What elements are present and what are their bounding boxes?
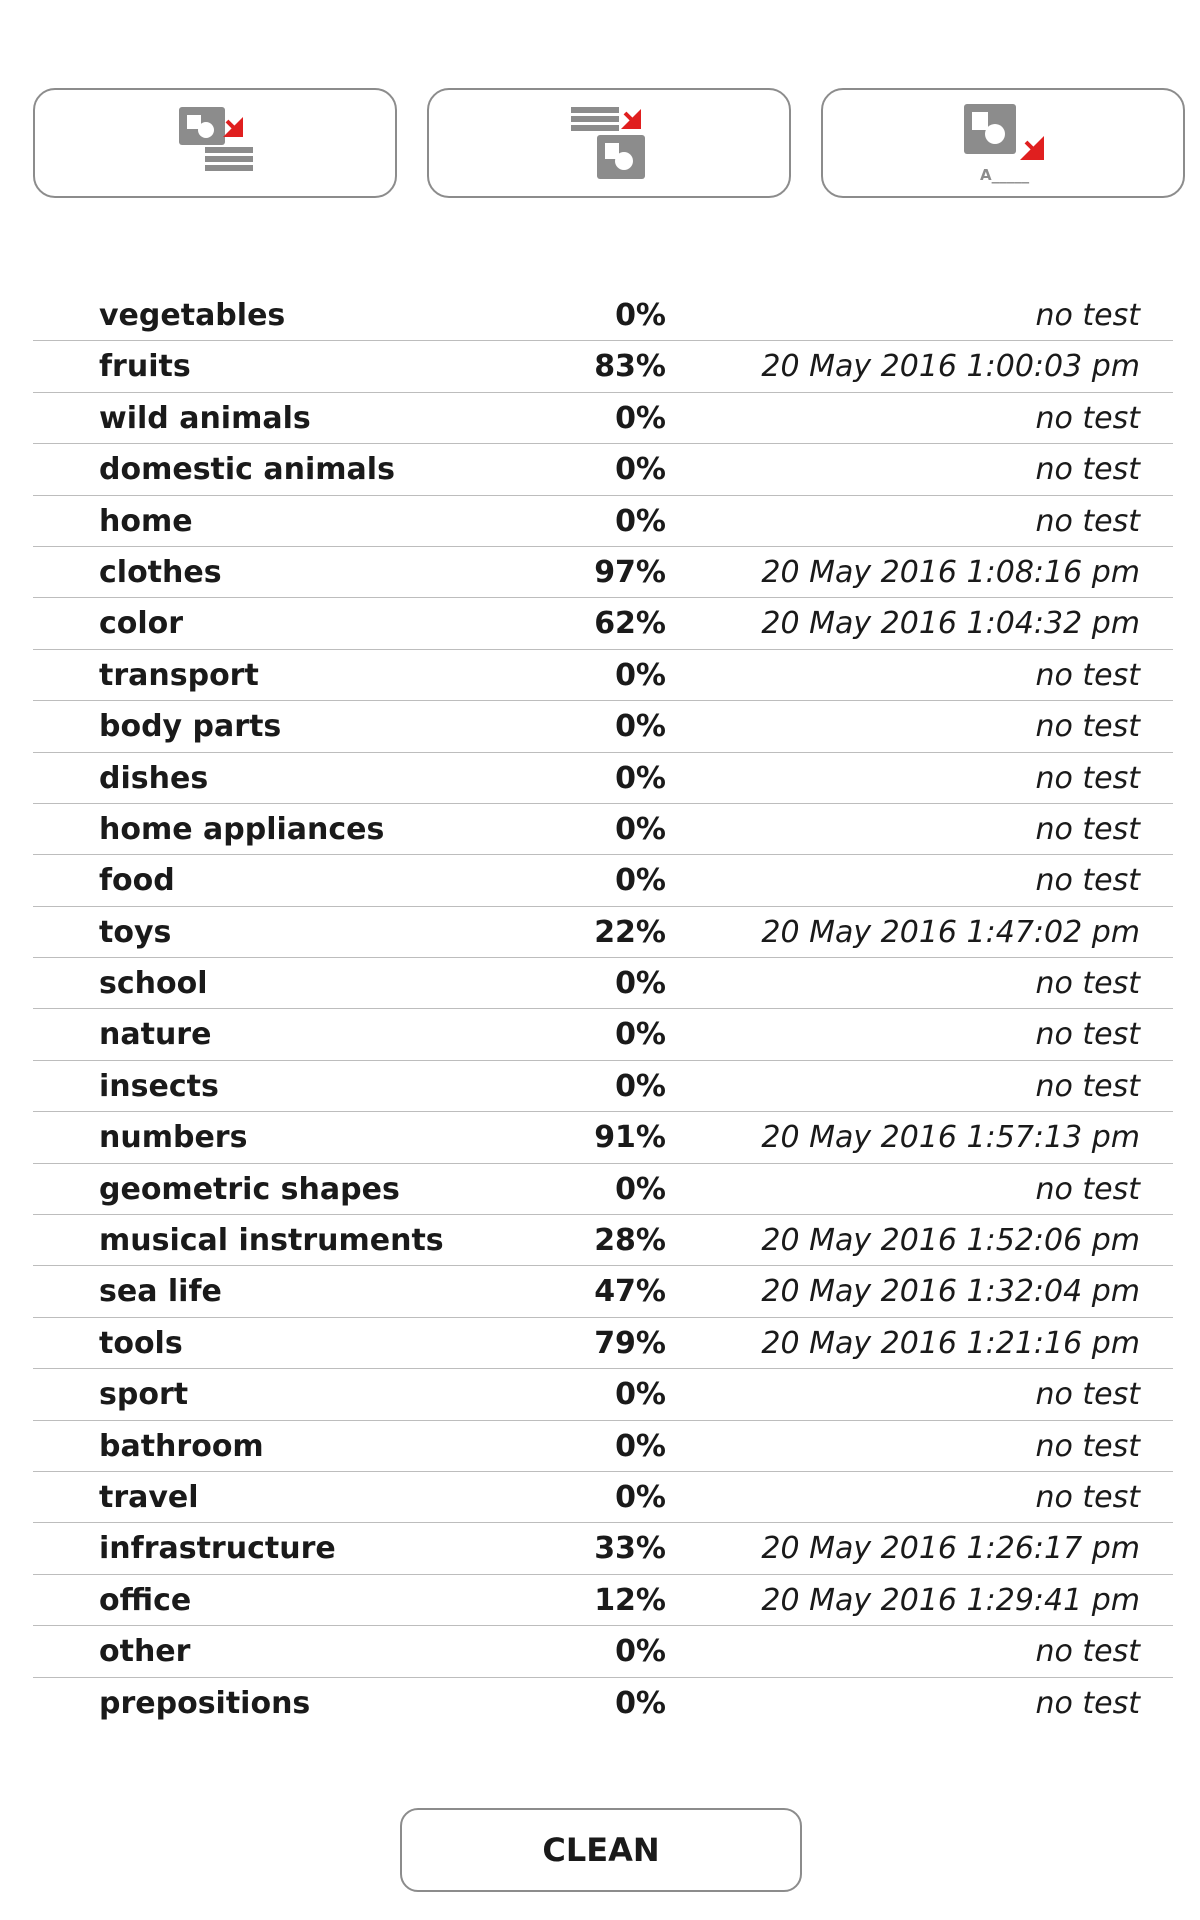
score-percent: 28% — [594, 1223, 666, 1259]
category-name: food — [99, 863, 175, 899]
last-test-date: no test — [1035, 400, 1140, 436]
last-test-date: 20 May 2016 1:32:04 pm — [761, 1274, 1140, 1310]
score-percent: 0% — [615, 811, 666, 847]
score-percent: 97% — [594, 554, 666, 590]
table-row — [33, 1523, 1173, 1574]
last-test-date: no test — [1035, 1377, 1140, 1413]
category-name: vegetables — [99, 298, 286, 333]
category-name: sea life — [99, 1274, 222, 1310]
last-test-date: no test — [1035, 863, 1140, 899]
last-test-date: no test — [1035, 503, 1140, 539]
clean-button[interactable]: CLEAN — [400, 1808, 802, 1892]
last-test-date: no test — [1035, 1068, 1140, 1104]
last-test-date: 20 May 2016 1:21:16 pm — [761, 1325, 1140, 1361]
picture-to-spelling-mode-button[interactable] — [821, 88, 1185, 198]
picture-to-text-icon — [175, 103, 255, 183]
category-name: dishes — [99, 760, 209, 796]
text-to-picture-mode-button[interactable] — [427, 88, 791, 198]
last-test-date: 20 May 2016 1:47:02 pm — [761, 914, 1140, 950]
category-name: home — [99, 503, 193, 539]
last-test-date: no test — [1035, 1171, 1140, 1207]
table-row — [33, 1164, 1173, 1215]
category-name: domestic animals — [99, 452, 395, 488]
score-percent: 0% — [615, 863, 666, 899]
table-row — [33, 393, 1173, 444]
picture-to-spelling-icon — [958, 100, 1048, 186]
score-percent: 0% — [615, 1017, 666, 1053]
table-row — [33, 1678, 1173, 1729]
score-percent: 0% — [615, 298, 666, 333]
score-percent: 0% — [615, 657, 666, 693]
score-percent: 12% — [594, 1582, 666, 1618]
last-test-date: no test — [1035, 1428, 1140, 1464]
category-name: home appliances — [99, 811, 385, 847]
score-percent: 0% — [615, 1377, 666, 1413]
table-row — [33, 1215, 1173, 1266]
last-test-date: 20 May 2016 1:00:03 pm — [761, 349, 1140, 385]
table-row — [33, 1266, 1173, 1317]
score-percent: 79% — [594, 1325, 666, 1361]
score-percent: 33% — [594, 1531, 666, 1567]
score-percent: 83% — [594, 349, 666, 385]
last-test-date: no test — [1035, 966, 1140, 1002]
score-percent: 0% — [615, 966, 666, 1002]
table-row — [33, 1369, 1173, 1420]
category-name: infrastructure — [99, 1531, 336, 1567]
last-test-date: no test — [1035, 298, 1140, 333]
last-test-date: 20 May 2016 1:26:17 pm — [761, 1531, 1140, 1567]
table-row — [33, 1009, 1173, 1060]
score-percent: 91% — [594, 1120, 666, 1156]
score-percent: 0% — [615, 452, 666, 488]
score-percent: 22% — [594, 914, 666, 950]
picture-to-text-mode-button[interactable] — [33, 88, 397, 198]
category-name: prepositions — [99, 1685, 311, 1721]
table-row — [33, 598, 1173, 649]
category-name: bathroom — [99, 1428, 264, 1464]
last-test-date: no test — [1035, 1017, 1140, 1053]
table-row — [33, 547, 1173, 598]
last-test-date: 20 May 2016 1:57:13 pm — [761, 1120, 1140, 1156]
score-percent: 0% — [615, 760, 666, 796]
last-test-date: 20 May 2016 1:29:41 pm — [761, 1582, 1140, 1618]
category-name: insects — [99, 1068, 219, 1104]
category-name: color — [99, 606, 184, 642]
category-name: transport — [99, 657, 259, 693]
category-name: sport — [99, 1377, 189, 1413]
table-row — [33, 341, 1173, 392]
category-name: other — [99, 1634, 191, 1670]
last-test-date: no test — [1035, 657, 1140, 693]
category-name: body parts — [99, 709, 282, 745]
category-name: toys — [99, 914, 172, 950]
score-percent: 62% — [594, 606, 666, 642]
table-row — [33, 907, 1173, 958]
last-test-date: no test — [1035, 452, 1140, 488]
score-percent: 0% — [615, 1068, 666, 1104]
score-percent: 0% — [615, 400, 666, 436]
category-name: wild animals — [99, 400, 311, 436]
mode-selector — [33, 88, 1181, 200]
category-name: school — [99, 966, 208, 1002]
score-percent: 47% — [594, 1274, 666, 1310]
table-row — [33, 1318, 1173, 1369]
table-row — [33, 1626, 1173, 1677]
text-to-picture-icon — [569, 103, 649, 183]
table-row — [33, 290, 1173, 341]
table-row — [33, 1061, 1173, 1112]
table-row — [33, 753, 1173, 804]
score-percent: 0% — [615, 1171, 666, 1207]
score-percent: 0% — [615, 1685, 666, 1721]
table-row — [33, 1112, 1173, 1163]
category-name: musical instruments — [99, 1223, 444, 1259]
score-percent: 0% — [615, 503, 666, 539]
last-test-date: no test — [1035, 811, 1140, 847]
category-name: nature — [99, 1017, 212, 1053]
results-table — [33, 290, 1173, 1729]
score-percent: 0% — [615, 1634, 666, 1670]
table-row — [33, 804, 1173, 855]
last-test-date: 20 May 2016 1:08:16 pm — [761, 554, 1140, 590]
table-row — [33, 1575, 1173, 1626]
table-row — [33, 855, 1173, 906]
table-row — [33, 1472, 1173, 1523]
last-test-date: 20 May 2016 1:52:06 pm — [761, 1223, 1140, 1259]
last-test-date: no test — [1035, 760, 1140, 796]
category-name: numbers — [99, 1120, 248, 1156]
last-test-date: 20 May 2016 1:04:32 pm — [761, 606, 1140, 642]
category-name: tools — [99, 1325, 183, 1361]
score-percent: 0% — [615, 1428, 666, 1464]
spelling-caption: A_____ — [980, 166, 1030, 184]
last-test-date: no test — [1035, 1685, 1140, 1721]
table-row — [33, 958, 1173, 1009]
table-row — [33, 650, 1173, 701]
table-row — [33, 444, 1173, 495]
category-name: clothes — [99, 554, 222, 590]
last-test-date: no test — [1035, 709, 1140, 745]
category-name: fruits — [99, 349, 191, 385]
table-row — [33, 701, 1173, 752]
category-name: travel — [99, 1479, 199, 1515]
category-name: geometric shapes — [99, 1171, 400, 1207]
table-row — [33, 496, 1173, 547]
table-row — [33, 1421, 1173, 1472]
score-percent: 0% — [615, 1479, 666, 1515]
last-test-date: no test — [1035, 1634, 1140, 1670]
score-percent: 0% — [615, 709, 666, 745]
category-name: office — [99, 1582, 192, 1618]
last-test-date: no test — [1035, 1479, 1140, 1515]
